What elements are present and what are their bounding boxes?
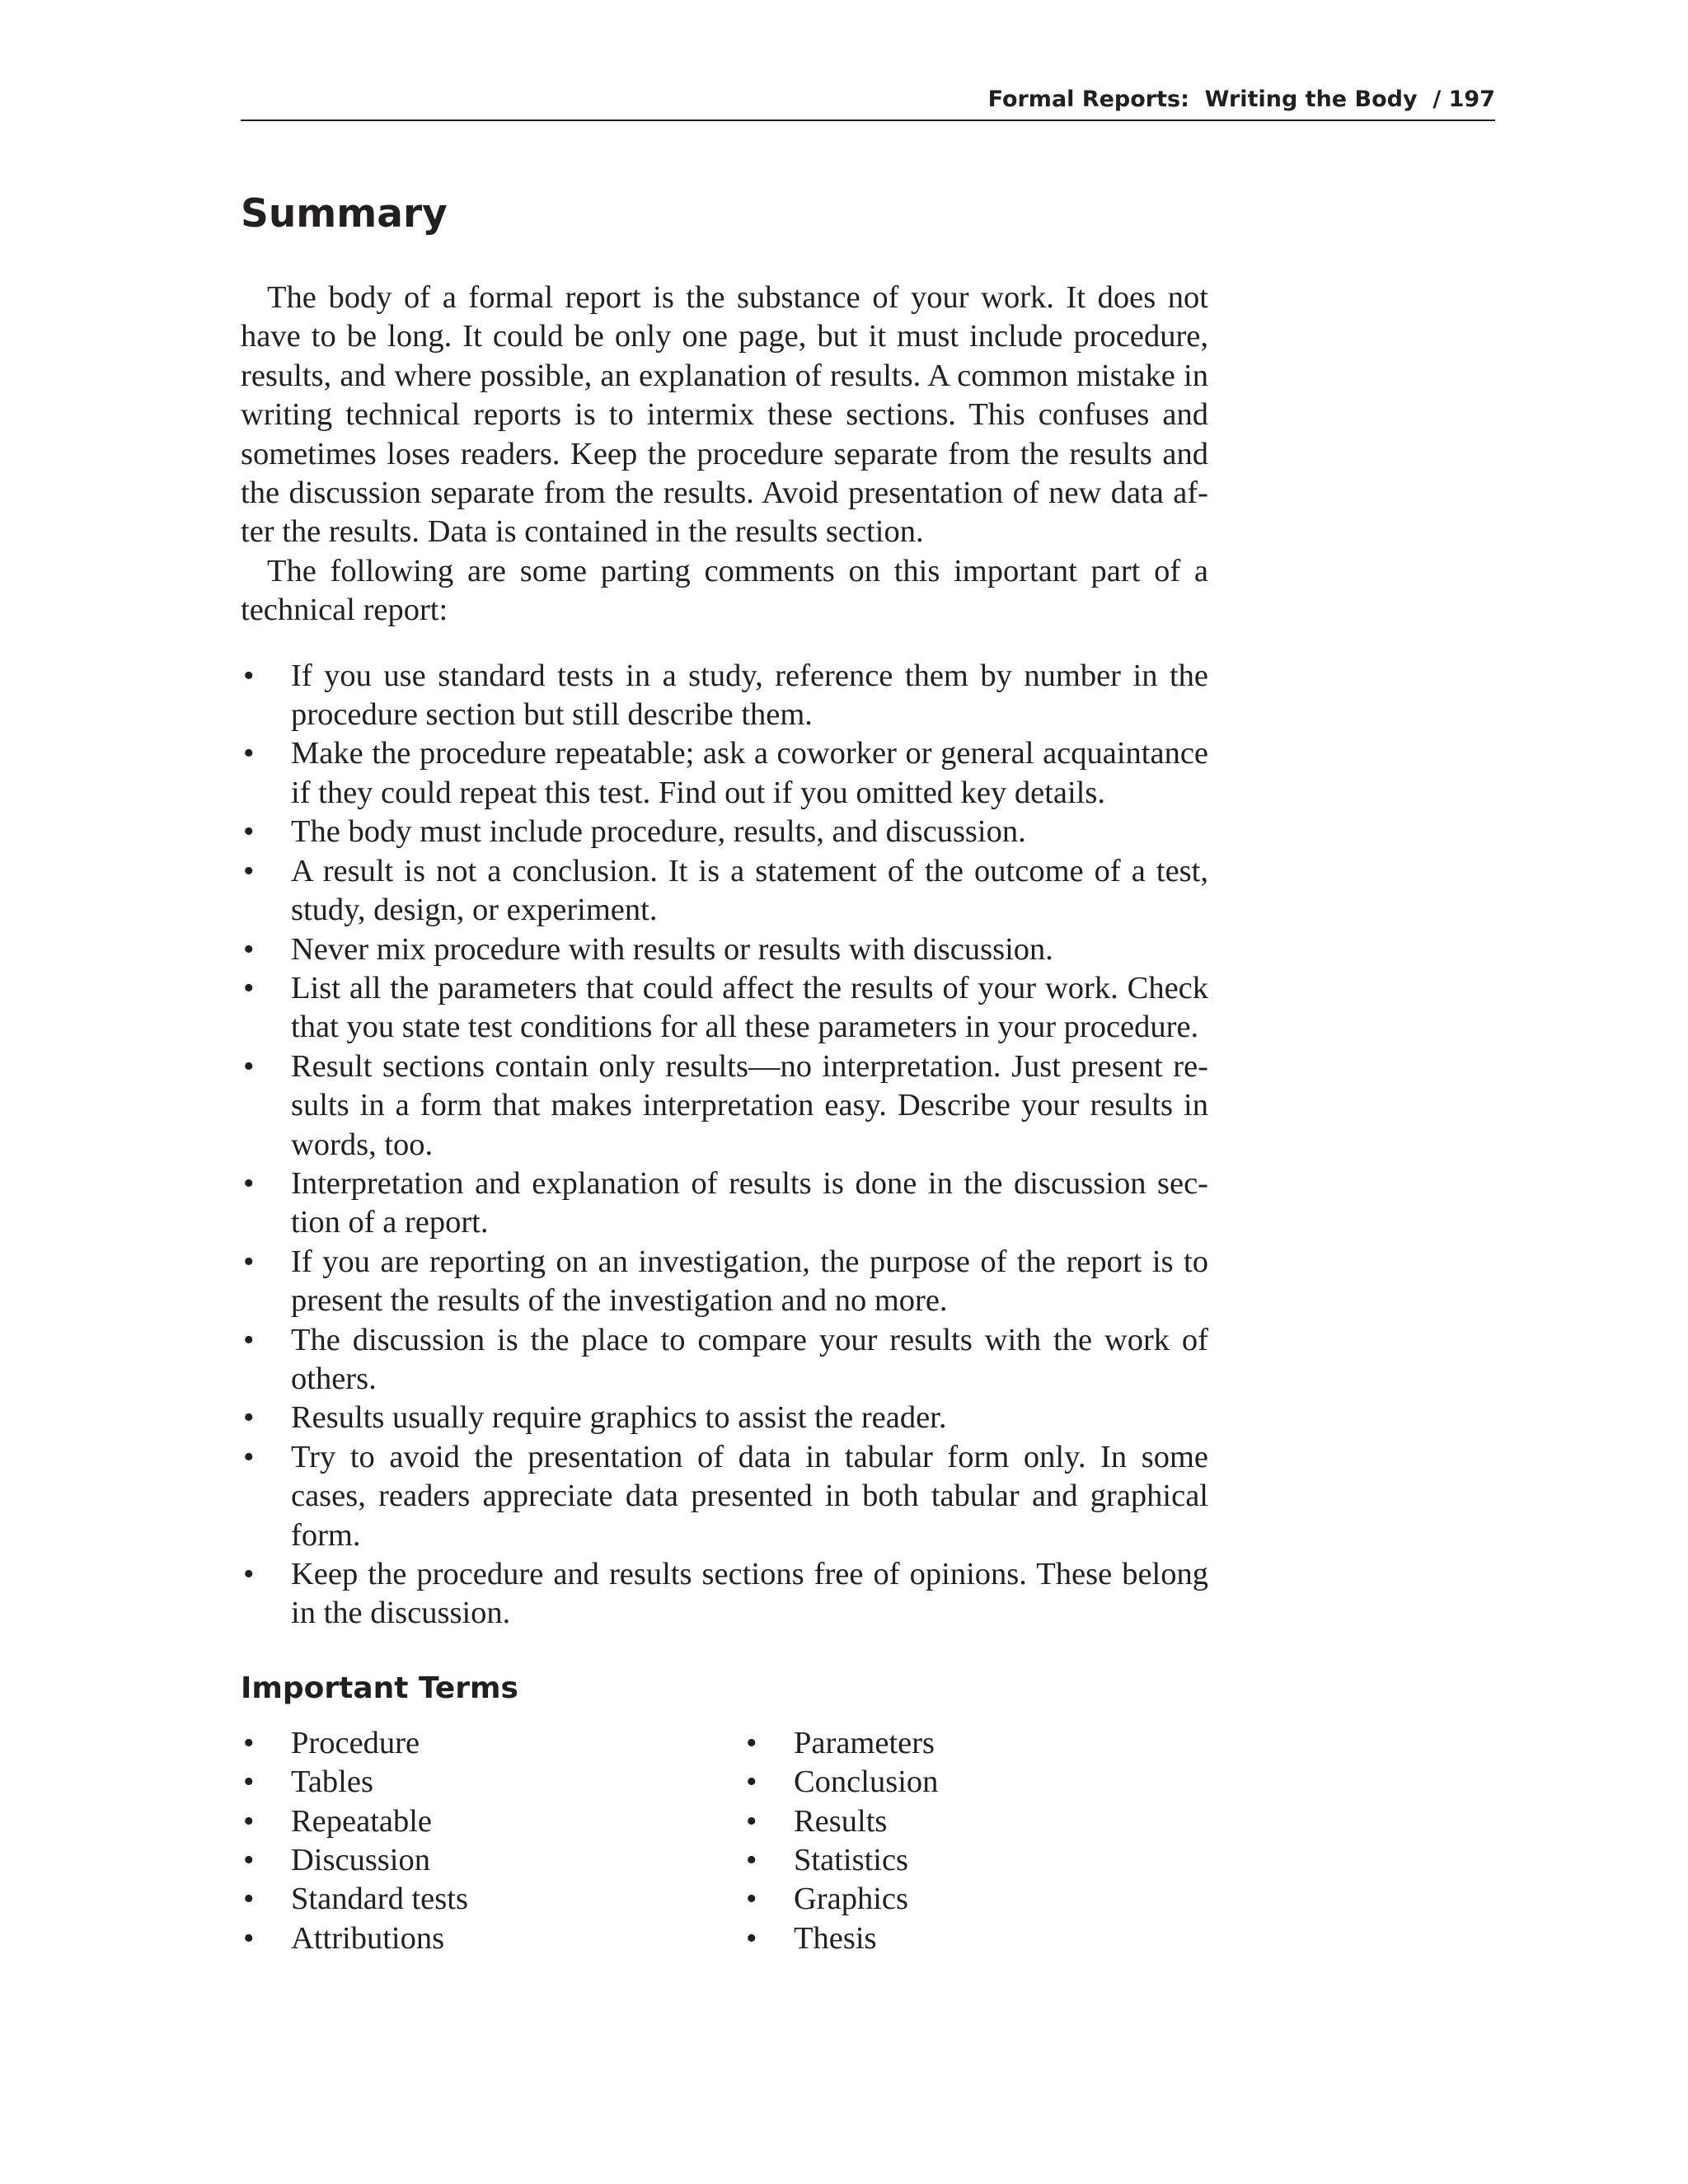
bullet-icon: • <box>243 1803 255 1839</box>
term-text: Graphics <box>794 1882 908 1917</box>
list-item <box>241 852 1208 930</box>
list-item-text: Never mix procedure with results or results with discussion. <box>291 931 1053 967</box>
bullet-icon: • <box>746 1920 757 1956</box>
bullet-icon: • <box>243 1244 255 1279</box>
section-title: Summary <box>241 191 448 237</box>
bullet-icon: • <box>243 1725 255 1760</box>
term-item <box>241 1841 743 1880</box>
term-text: Repeatable <box>291 1803 433 1839</box>
bullet-icon: • <box>746 1765 757 1800</box>
bullet-icon: • <box>746 1725 757 1760</box>
list-item <box>241 1399 1208 1437</box>
term-item <box>743 1919 1208 1958</box>
bullet-icon: • <box>243 970 255 1005</box>
body-text <box>241 279 1208 1958</box>
term-item <box>743 1724 1208 1763</box>
running-header: Formal Reports: Writing the Body / 197 <box>241 85 1495 121</box>
list-item <box>241 1243 1208 1321</box>
bullet-icon: • <box>243 1400 255 1436</box>
term-item <box>743 1802 1208 1841</box>
term-text: Parameters <box>794 1725 935 1760</box>
bullet-icon: • <box>243 658 255 693</box>
list-item <box>241 734 1208 813</box>
bullet-icon: • <box>746 1803 757 1839</box>
list-item-text: The body must include procedure, results, and discussion. <box>291 814 1026 850</box>
bullet-icon: • <box>243 853 255 888</box>
terms-column-left <box>241 1724 743 1958</box>
list-item <box>241 1438 1208 1555</box>
bullet-icon: • <box>746 1843 757 1878</box>
list-item <box>241 1165 1208 1243</box>
important-terms-heading: Important Terms <box>241 1671 518 1705</box>
list-item-text: Try to avoid the presentation of data in tabular form only. In some cases, readers appreciate data presented in both tabular and graphical form. <box>291 1439 1208 1553</box>
term-text: Statistics <box>794 1843 909 1878</box>
bullet-icon: • <box>243 1843 255 1878</box>
term-text: Discussion <box>291 1843 430 1878</box>
term-text: Conclusion <box>794 1765 939 1800</box>
bullet-icon: • <box>243 931 255 967</box>
term-item <box>241 1724 743 1763</box>
term-text: Tables <box>291 1765 373 1800</box>
term-text: Thesis <box>794 1920 877 1956</box>
important-terms-list <box>241 1724 1208 1958</box>
list-item-text: If you are reporting on an investigation, the purpose of the report is to present the results of the investigation and no more. <box>291 1244 1208 1319</box>
term-item <box>743 1880 1208 1919</box>
term-text: Procedure <box>291 1725 420 1760</box>
list-item-text: Result sections contain only results—no interpretation. Just present re-sults in a form that makes interpretation easy. Describe your results in words, too. <box>291 1048 1208 1162</box>
term-item <box>743 1841 1208 1880</box>
summary-paragraph: The following are some parting comments on this important part of a technical report: <box>241 553 1208 628</box>
list-item-text: List all the parameters that could affect the results of your work. Check that you state test conditions for all these parameters in your procedure. <box>291 970 1208 1045</box>
bullet-icon: • <box>243 1439 255 1474</box>
list-item <box>241 1555 1208 1633</box>
term-item <box>241 1763 743 1802</box>
comments-list <box>241 657 1208 1633</box>
list-item-text: Make the procedure repeatable; ask a coworker or general acquaintance if they could repeat this test. Find out if you omitted key details. <box>291 736 1208 810</box>
list-item <box>241 813 1208 851</box>
list-item <box>241 1047 1208 1165</box>
term-text: Standard tests <box>291 1882 468 1917</box>
term-item <box>241 1880 743 1919</box>
bullet-icon: • <box>243 736 255 771</box>
term-text: Results <box>794 1803 888 1839</box>
summary-paragraph: The body of a formal report is the substance of your work. It does not have to be long. It could be only one page, but it must include procedure, results, and where possible, an explanation of results. A common mistake in writing technical reports is to intermix these sections. This confuses and sometimes loses readers. Keep the procedure separate from the results and the discussion separate from the results. Avoid presentation of new data af-ter the results. Data is contained in the results section. <box>241 280 1208 550</box>
list-item <box>241 969 1208 1047</box>
list-item <box>241 657 1208 735</box>
bullet-icon: • <box>243 1765 255 1800</box>
bullet-icon: • <box>243 1920 255 1956</box>
term-text: Attributions <box>291 1920 445 1956</box>
list-item-text: Keep the procedure and results sections free of opinions. These belong in the discussion. <box>291 1557 1208 1631</box>
bullet-icon: • <box>243 1048 255 1084</box>
list-item-text: A result is not a conclusion. It is a statement of the outcome of a test, study, design, or experiment. <box>291 853 1208 928</box>
bullet-icon: • <box>243 814 255 850</box>
bullet-icon: • <box>746 1882 757 1917</box>
bullet-icon: • <box>243 1165 255 1201</box>
terms-column-right <box>743 1724 1208 1958</box>
term-item <box>241 1919 743 1958</box>
bullet-icon: • <box>243 1557 255 1591</box>
list-item-text: Interpretation and explanation of results is done in the discussion sec-tion of a report. <box>291 1165 1208 1240</box>
term-item <box>743 1763 1208 1802</box>
list-item-text: The discussion is the place to compare your results with the work of others. <box>291 1322 1208 1396</box>
list-item <box>241 930 1208 969</box>
list-item <box>241 1321 1208 1399</box>
list-item-text: Results usually require graphics to assist the reader. <box>291 1400 947 1436</box>
bullet-icon: • <box>243 1322 255 1357</box>
term-item <box>241 1802 743 1841</box>
list-item-text: If you use standard tests in a study, reference them by number in the procedure section but still describe them. <box>291 658 1208 733</box>
bullet-icon: • <box>243 1882 255 1917</box>
